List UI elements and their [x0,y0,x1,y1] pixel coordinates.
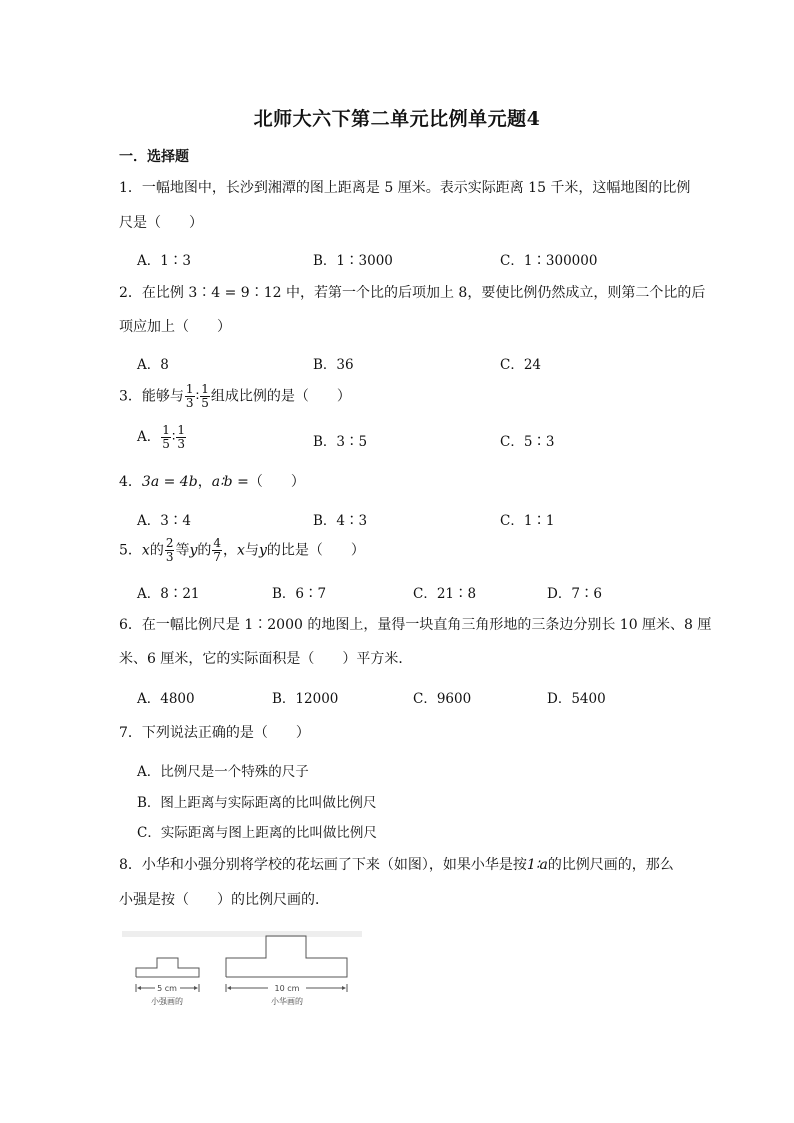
left-flower-bed-outline [136,958,199,977]
fraction: $\frac{1}{5}$ [162,423,170,451]
question-7-line-1: 7．下列说法正确的是（ ） [119,725,310,741]
question-3-suffix: 组成比例的是（ ） [210,388,351,405]
question-3-line-1 [119,383,351,410]
question-3-option-a[interactable]: A． $\frac{1}{5}$ ∶ $\frac{1}{3}$ [137,423,186,451]
question-4-option-a[interactable]: A．3∶4 [137,513,191,529]
question-4-line-1: 4．3a = 4b，a∶b =（ ） [119,474,305,490]
arrow-left-icon [137,986,141,990]
question-2-option-c[interactable]: C．24 [500,357,542,373]
question-1-line-2: 尺是（ ） [119,215,203,231]
question-4-option-c[interactable]: C．1∶1 [500,513,555,529]
question-6-option-d[interactable]: D．5400 [547,691,606,707]
right-flower-bed-outline [226,936,347,977]
question-1-option-a[interactable]: A．1∶3 [137,253,191,269]
question-7-option-b[interactable]: B．图上距离与实际距离的比叫做比例尺 [137,795,377,811]
question-6-line-2: 米、6 厘米，它的实际面积是（ ）平方米． [119,651,413,667]
question-3-prefix: 3．能够与 [119,388,184,405]
question-5-option-b[interactable]: B．6∶7 [272,586,327,602]
question-8-line-1: 8．小华和小强分别将学校的花坛画了下来（如图），如果小华是按1∶a的比例尺画的，那么 [119,857,674,873]
question-6-option-a[interactable]: A．4800 [137,691,195,707]
fraction: $\frac{1}{3}$ [177,423,186,451]
question-7-option-c[interactable]: C．实际距离与图上距离的比叫做比例尺 [137,825,377,841]
question-1-line-1: 1．一幅地图中，长沙到湘潭的图上距离是 5 厘米。表示实际距离 15 千米，这幅地图的比例 [119,180,691,196]
question-3-option-b[interactable]: B．3∶5 [313,434,368,450]
question-5-option-d[interactable]: D．7∶6 [547,586,603,602]
question-6-option-c[interactable]: C．9600 [413,691,472,707]
flower-bed-figure [122,922,377,1014]
left-length-label: 5 cm [157,984,177,993]
question-5-line-1: 5．x的 $\frac{2}{3}$ 等y的 $\frac{4}{7}$ ，x与y的比是（ ） [119,536,365,564]
question-5-option-c[interactable]: C．21∶8 [413,586,477,602]
fraction: $\frac{1}{5}$ [201,382,209,410]
question-1-option-c[interactable]: C．1∶300000 [500,253,598,269]
arrow-left-icon [227,986,231,990]
question-2-option-a[interactable]: A．8 [137,357,169,373]
ratio-expression: 1∶a [526,857,548,873]
question-6-option-b[interactable]: B．12000 [272,691,339,707]
question-1-option-b[interactable]: B．1∶3000 [313,253,393,269]
question-8-line-2: 小强是按（ ）的比例尺画的． [119,892,329,908]
question-4-option-b[interactable]: B．4∶3 [313,513,368,529]
section-heading: 一．选择题 [119,149,189,165]
fraction: $\frac{1}{3}$ [185,382,194,410]
question-2-line-2: 项应加上（ ） [119,319,231,335]
question-6-line-1: 6．在一幅比例尺是 1∶2000 的地图上，量得一块直角三角形地的三条边分别长 10 厘米、8 厘 [119,617,712,633]
arrow-right-icon [342,986,346,990]
equation: 3a = 4b [141,474,198,490]
question-3-option-c[interactable]: C．5∶3 [500,434,555,450]
question-5-option-a[interactable]: A．8∶21 [137,586,200,602]
right-caption: 小华画的 [271,997,303,1006]
ratio-expression: a∶b [211,474,233,490]
fraction: $\frac{2}{3}$ [165,536,174,564]
question-2-line-1: 2．在比例 3∶4 = 9∶12 中，若第一个比的后项加上 8，要使比例仍然成立，则第二个比的后 [119,285,706,301]
ratio-sign: ∶ [195,388,200,405]
question-7-option-a[interactable]: A．比例尺是一个特殊的尺子 [137,764,309,780]
arrow-right-icon [194,986,198,990]
fraction: $\frac{4}{7}$ [213,536,222,564]
left-caption: 小强画的 [151,997,183,1006]
right-length-label: 10 cm [274,984,300,993]
question-2-option-b[interactable]: B．36 [313,357,354,373]
page-title: 北师大六下第二单元比例单元题4 [253,108,541,130]
